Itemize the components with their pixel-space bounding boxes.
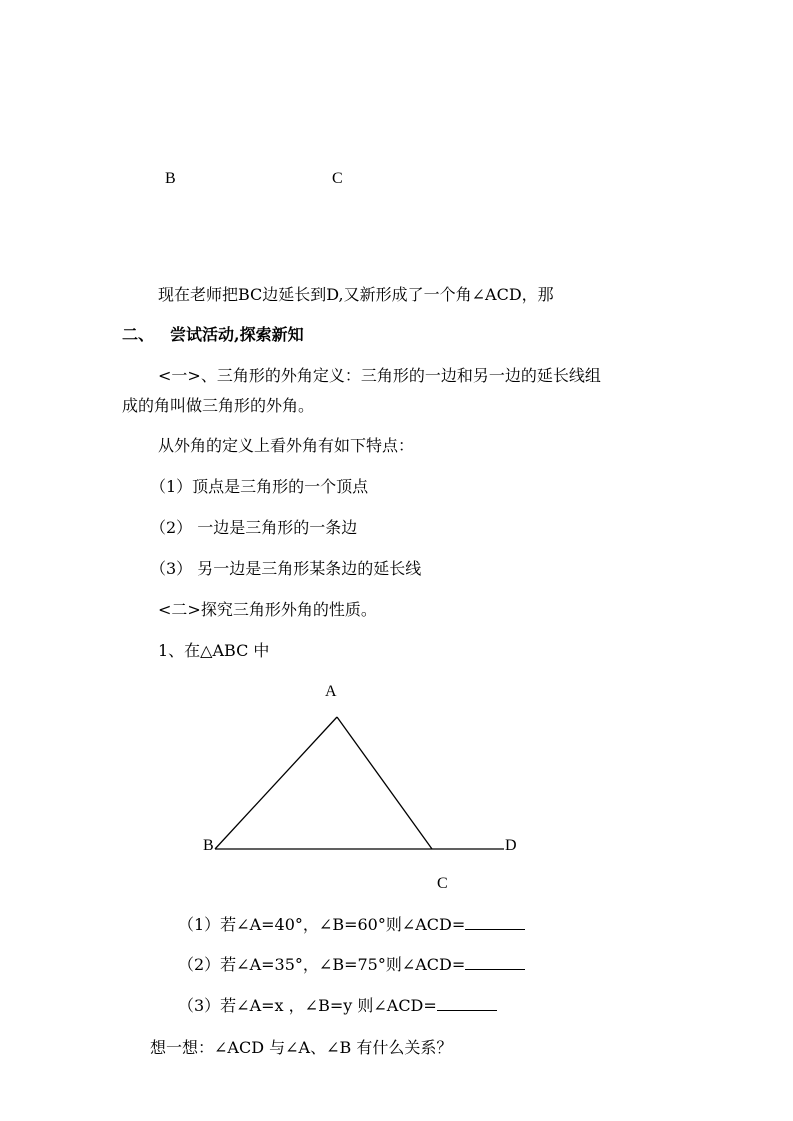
explore-title: <二>探究三角形外角的性质。 bbox=[158, 600, 377, 619]
feature-item-2: （2） 一边是三角形的一条边 bbox=[150, 518, 358, 537]
answer-blank-2[interactable] bbox=[465, 955, 525, 970]
question-2-text: （2）若∠A=35°，∠B=75°则∠ACD= bbox=[178, 955, 466, 974]
top-figure-label-b: B bbox=[165, 170, 176, 187]
answer-blank-3[interactable] bbox=[437, 996, 497, 1011]
section2-title: 尝试活动,探索新知 bbox=[170, 325, 304, 344]
feature-item-1: （1）顶点是三角形的一个顶点 bbox=[150, 477, 369, 496]
vertex-label-c: C bbox=[437, 875, 448, 892]
side-ac bbox=[337, 717, 432, 849]
question-3-text: （3）若∠A=x ，∠B=y 则∠ACD= bbox=[178, 996, 437, 1015]
question-2 bbox=[178, 955, 525, 975]
question-1 bbox=[178, 915, 525, 935]
vertex-label-a: A bbox=[325, 683, 337, 700]
vertex-label-d: D bbox=[505, 837, 517, 854]
definition-line2: 成的角叫做三角形的外角。 bbox=[122, 396, 315, 415]
question-3 bbox=[178, 996, 497, 1016]
problem-intro: 1、在△ABC 中 bbox=[158, 641, 270, 660]
vertex-label-b: B bbox=[203, 837, 214, 854]
feature-item-3: （3） 另一边是三角形某条边的延长线 bbox=[150, 559, 422, 578]
features-intro: 从外角的定义上看外角有如下特点： bbox=[158, 436, 415, 455]
side-ab bbox=[215, 717, 337, 849]
section2-number: 二、 bbox=[122, 325, 155, 344]
top-figure-label-c: C bbox=[332, 170, 343, 187]
question-1-text: （1）若∠A=40°，∠B=60°则∠ACD= bbox=[178, 915, 466, 934]
definition-line1: <一>、三角形的外角定义：三角形的一边和另一边的延长线组 bbox=[158, 366, 601, 385]
intro-line: 现在老师把BC边延长到D,又新形成了一个角∠ACD，那 bbox=[158, 285, 554, 304]
answer-blank-1[interactable] bbox=[465, 915, 525, 930]
think-line: 想一想：∠ACD 与∠A、∠B 有什么关系？ bbox=[150, 1038, 453, 1057]
